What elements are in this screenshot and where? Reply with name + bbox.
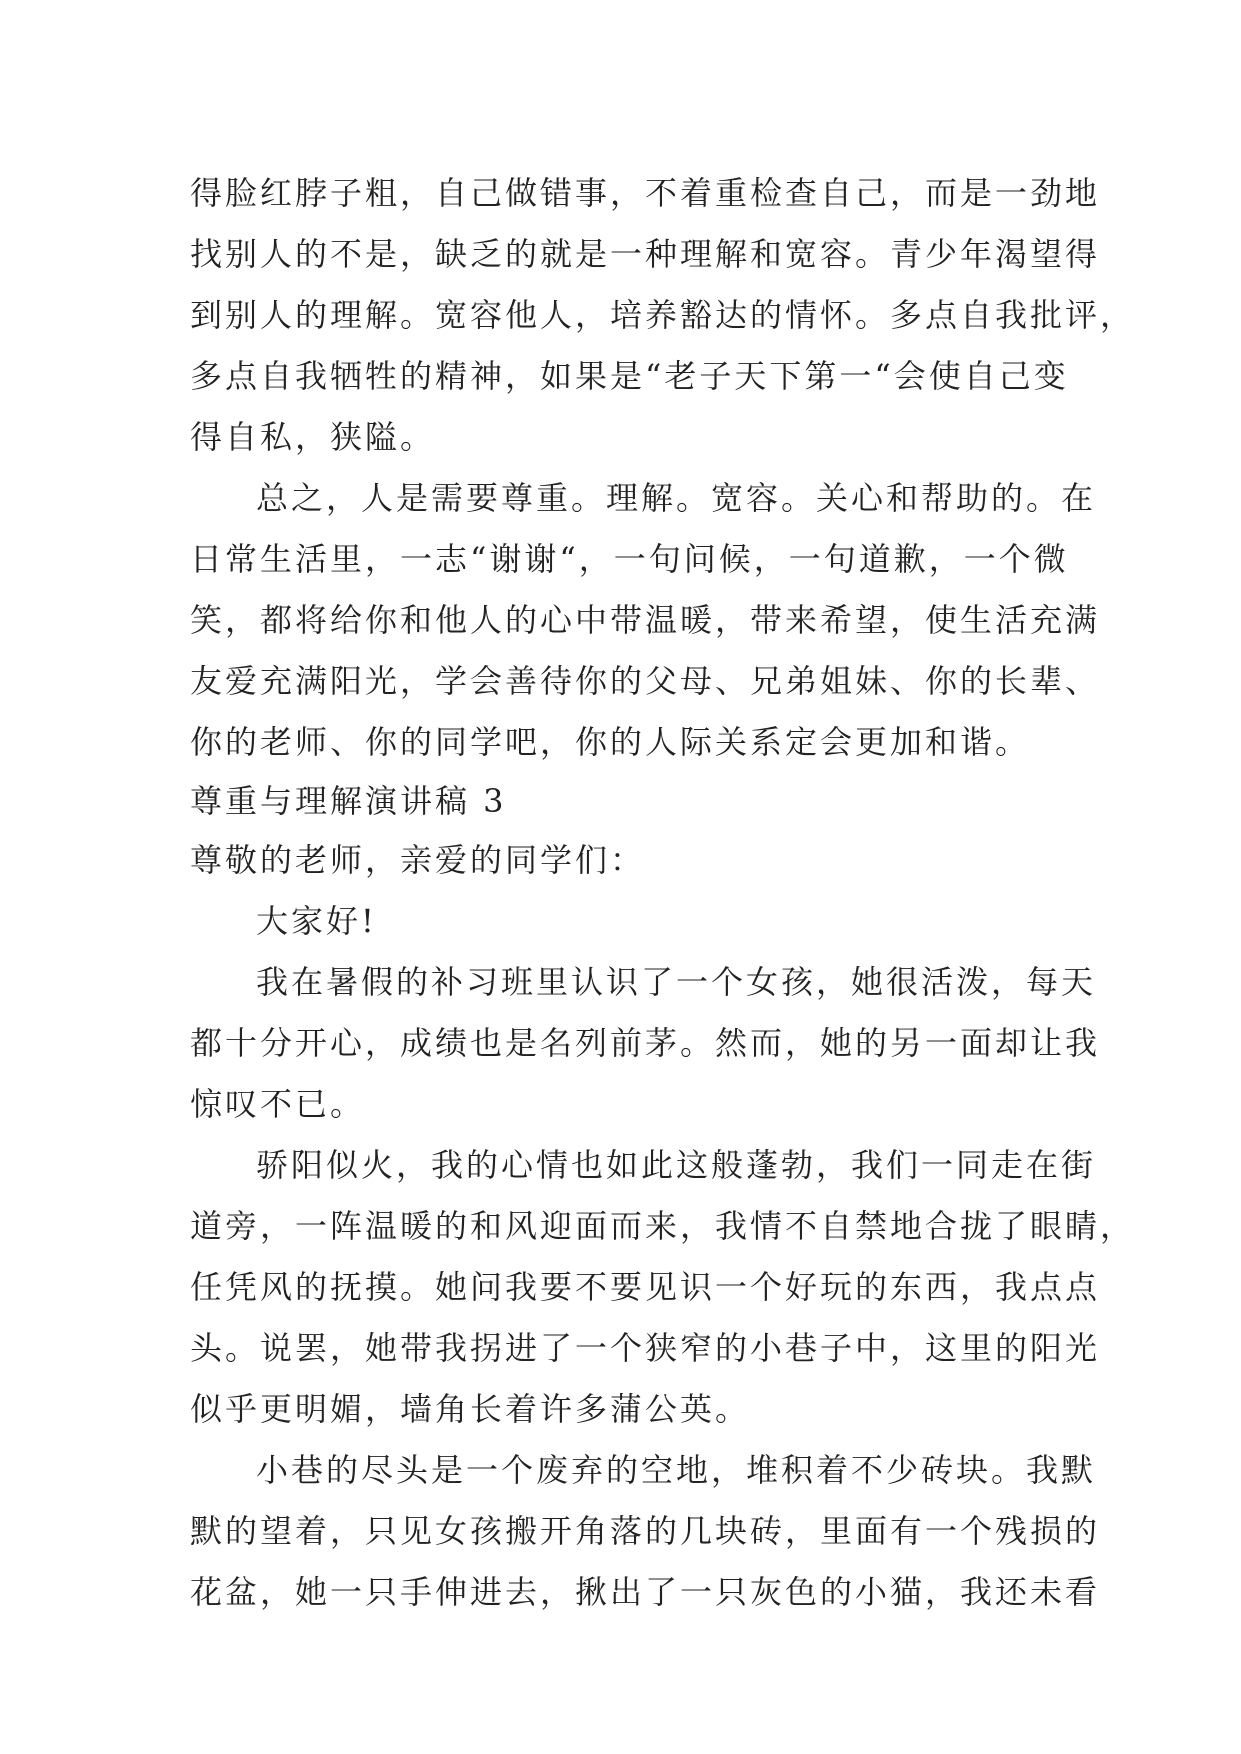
text-line: 找别人的不是，缺乏的就是一种理解和宽容。青少年渴望得 [190,235,1101,273]
greeting: 大家好! [256,902,377,940]
text-line: 得脸红脖子粗，自己做错事，不着重检查自己，而是一劲地 [190,174,1101,212]
text-line: 多点自我牺牲的精神，如果是“老子天下第一“会使自己变 [190,357,1069,395]
text-line: 小巷的尽头是一个废弃的空地，堆积着不少砖块。我默 [256,1451,1097,1489]
text-line: 惊叹不已。 [190,1085,366,1123]
text-line: 你的老师、你的同学吧，你的人际关系定会更加和谐。 [190,723,1031,761]
text-line: 总之，人是需要尊重。理解。宽容。关心和帮助的。在 [256,479,1097,517]
text-line: 得自私，狭隘。 [190,418,436,456]
text-line: 道旁，一阵温暖的和风迎面而来，我情不自禁地合拢了眼睛， [190,1207,1136,1245]
text-line: 到别人的理解。宽容他人，培养豁达的情怀。多点自我批评， [190,296,1136,334]
text-line: 头。说罢，她带我拐进了一个狭窄的小巷子中，这里的阳光 [190,1329,1101,1367]
salutation: 尊敬的老师，亲爱的同学们： [190,841,646,879]
text-line: 似乎更明媚，墙角长着许多蒲公英。 [190,1390,751,1428]
text-line: 骄阳似火，我的心情也如此这般蓬勃，我们一同走在街 [256,1146,1097,1184]
text-line: 日常生活里，一志“谢谢“，一句问候，一句道歉，一个微 [190,540,1069,578]
text-line: 任凭风的抚摸。她问我要不要见识一个好玩的东西，我点点 [190,1268,1101,1306]
text-line: 默的望着，只见女孩搬开角落的几块砖，里面有一个残损的 [190,1512,1101,1550]
text-line: 花盆，她一只手伸进去，揪出了一只灰色的小猫，我还未看 [190,1573,1101,1611]
section-title: 尊重与理解演讲稿 3 [190,782,507,820]
text-line: 笑，都将给你和他人的心中带温暖，带来希望，使生活充满 [190,601,1101,639]
text-line: 友爱充满阳光，学会善待你的父母、兄弟姐妹、你的长辈、 [190,662,1101,700]
text-line: 我在暑假的补习班里认识了一个女孩，她很活泼，每天 [256,963,1097,1001]
text-line: 都十分开心，成绩也是名列前茅。然而，她的另一面却让我 [190,1024,1101,1062]
